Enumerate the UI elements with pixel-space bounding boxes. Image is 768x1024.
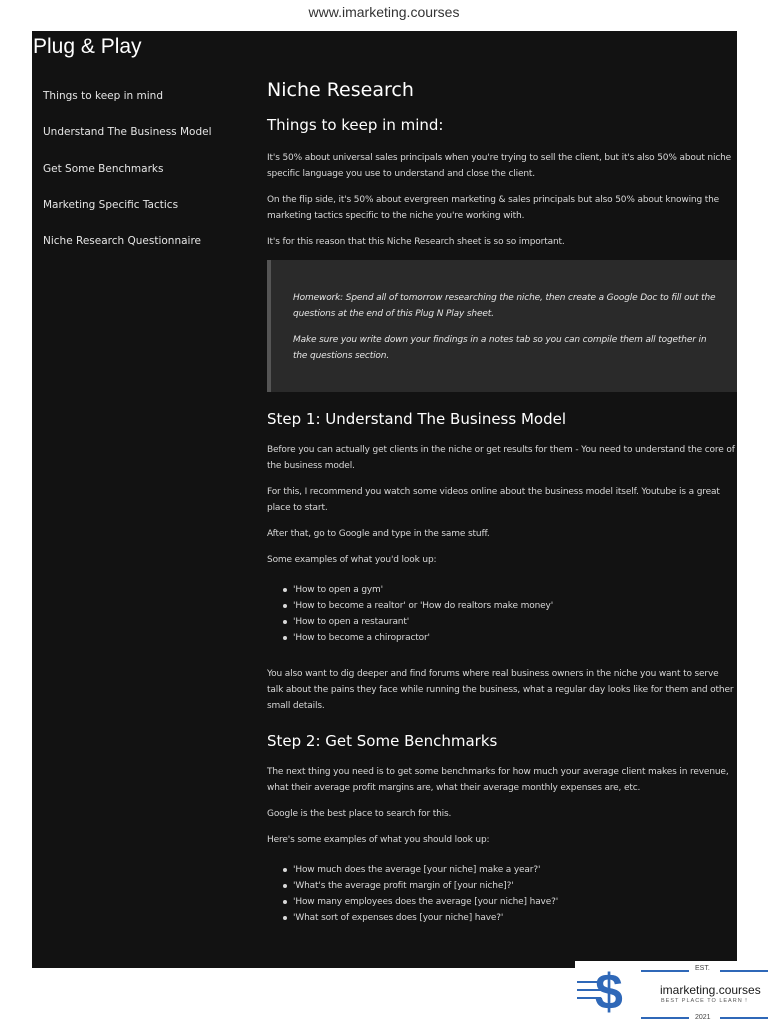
intro-heading: Things to keep in mind: — [267, 116, 444, 134]
list-item: 'How to become a realtor' or 'How do realtors make money' — [283, 598, 737, 614]
logo-line — [641, 970, 689, 972]
main-content — [267, 79, 737, 946]
list-item: 'What sort of expenses does [your niche] have?' — [283, 910, 737, 926]
logo-line — [720, 1017, 768, 1019]
step1-paragraph: Some examples of what you'd look up: — [267, 555, 437, 565]
sidebar-item-marketing-specific-tactics[interactable]: Marketing Specific Tactics — [43, 198, 179, 211]
list-item: 'What's the average profit margin of [your niche]?' — [283, 878, 737, 894]
document-panel — [32, 31, 737, 968]
list-item: 'How to become a chiropractor' — [283, 630, 737, 646]
step1-paragraph: After that, go to Google and type in the same stuff. — [267, 529, 490, 539]
logo-year: 2021 — [695, 1014, 711, 1021]
sidebar-item-things-to-keep-in-mind[interactable]: Things to keep in mind — [43, 90, 163, 102]
sidebar-item-get-some-benchmarks[interactable]: Get Some Benchmarks — [43, 162, 164, 175]
page-title: Niche Research — [267, 79, 414, 101]
sidebar-item-understand-business-model[interactable]: Understand The Business Model — [43, 126, 212, 139]
sidebar-item-niche-research-questionnaire[interactable]: Niche Research Questionnaire — [43, 235, 202, 248]
step2-heading: Step 2: Get Some Benchmarks — [267, 732, 498, 750]
intro-paragraph: It's for this reason that this Niche Research sheet is so so important. — [267, 237, 565, 247]
logo-est: EST. — [695, 965, 710, 972]
list-item: 'How many employees does the average [your niche] have?' — [283, 894, 737, 910]
step2-paragraph: The next thing you need is to get some benchmarks for how much your average client makes in revenue, what their average profit margins are, what their average monthly expenses are, etc. — [267, 767, 729, 793]
intro-paragraph: It's 50% about universal sales principals when you're trying to sell the client, but it's also 50% about niche specific language you use to understand and close the client. — [267, 153, 732, 179]
homework-callout — [267, 260, 737, 392]
app-title: Plug & Play — [33, 35, 142, 58]
logo-line — [641, 1017, 689, 1019]
step2-examples-list — [283, 862, 737, 926]
step1-paragraph: For this, I recommend you watch some videos online about the business model itself. Youtube is a great place to start. — [267, 487, 720, 513]
callout-paragraph: Homework: Spend all of tomorrow researching the niche, then create a Google Doc to fill out the questions at the end of this Plug N Play sheet. — [293, 293, 716, 319]
imarketing-logo — [575, 961, 768, 1024]
step1-paragraph: You also want to dig deeper and find forums where real business owners in the niche you want to serve talk about the pains they face while running the business, what a regular day looks like for them and other small details. — [267, 669, 734, 711]
intro-paragraph: On the flip side, it's 50% about evergreen marketing & sales principals but also 50% about knowing the marketing tactics specific to the niche you're working with. — [267, 195, 720, 221]
list-item: 'How to open a restaurant' — [283, 614, 737, 630]
step1-heading: Step 1: Understand The Business Model — [267, 410, 566, 428]
logo-tagline: BEST PLACE TO LEARN ! — [661, 998, 748, 1004]
list-item: 'How to open a gym' — [283, 582, 737, 598]
step1-examples-list — [283, 582, 737, 646]
watermark-url: www.imarketing.courses — [308, 4, 460, 20]
dollar-icon: $ — [595, 964, 623, 1020]
sidebar-nav — [43, 89, 243, 270]
logo-brand: imarketing.courses — [660, 983, 761, 997]
step1-paragraph: Before you can actually get clients in the niche or get results for them - You need to understand the core of the business model. — [267, 445, 735, 471]
list-item: 'How much does the average [your niche] make a year?' — [283, 862, 737, 878]
callout-paragraph: Make sure you write down your findings in a notes tab so you can compile them all together in the questions section. — [293, 335, 707, 361]
step2-paragraph: Google is the best place to search for this. — [267, 809, 452, 819]
step2-paragraph: Here's some examples of what you should look up: — [267, 835, 490, 845]
logo-line — [720, 970, 768, 972]
